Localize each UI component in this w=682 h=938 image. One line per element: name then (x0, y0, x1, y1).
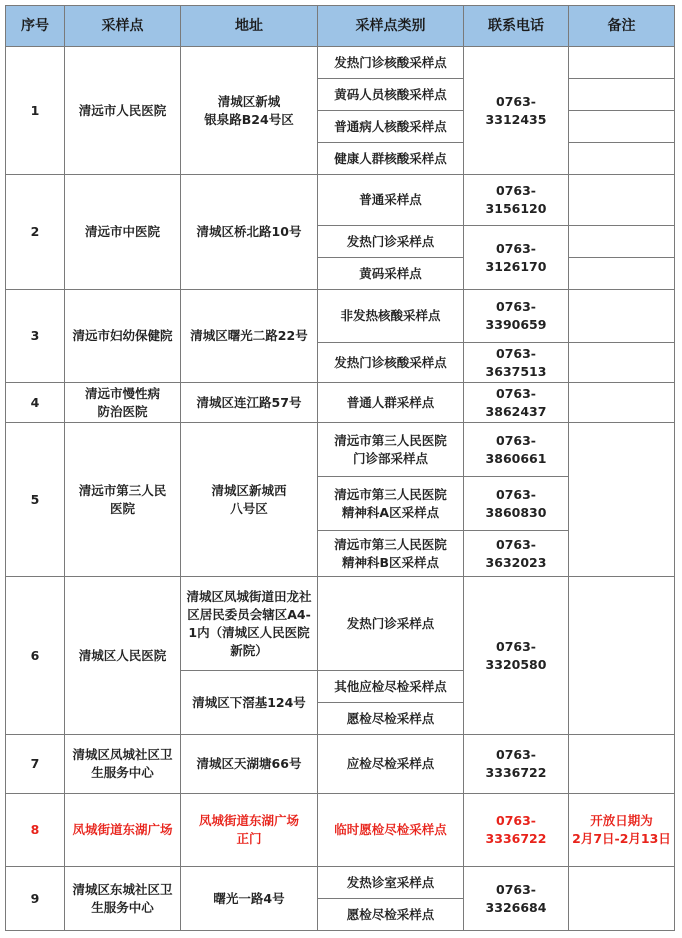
site-category: 非发热核酸采样点 (318, 290, 464, 343)
site-address: 曙光一路4号 (181, 867, 318, 931)
site-no: 9 (6, 867, 65, 931)
site-no: 6 (6, 577, 65, 735)
site-category: 清远市第三人民医院 精神科B区采样点 (318, 531, 464, 577)
sampling-sites-sheet (5, 5, 675, 931)
site-remark (569, 383, 675, 423)
header-category: 采样点类别 (318, 6, 464, 47)
site-category: 发热诊室采样点 (318, 867, 464, 899)
sampling-sites-table (5, 5, 675, 931)
header-remark: 备注 (569, 6, 675, 47)
site-phone: 0763-3390659 (464, 290, 569, 343)
site-phone: 0763-3637513 (464, 343, 569, 383)
site-phone: 0763-3336722 (464, 735, 569, 794)
site-category: 发热门诊采样点 (318, 226, 464, 258)
site-phone: 0763-3336722 (464, 794, 569, 867)
site-remark (569, 343, 675, 383)
site-name: 清城区凤城社区卫 生服务中心 (65, 735, 181, 794)
site-category: 其他应检尽检采样点 (318, 671, 464, 703)
site-name: 清远市慢性病 防治医院 (65, 383, 181, 423)
site-name: 清远市妇幼保健院 (65, 290, 181, 383)
site-phone: 0763-3860661 (464, 423, 569, 477)
site-phone: 0763-3156120 (464, 175, 569, 226)
site-name: 清远市第三人民 医院 (65, 423, 181, 577)
table-row (6, 383, 675, 423)
header-no: 序号 (6, 6, 65, 47)
site-remark (569, 79, 675, 111)
site-category: 愿检尽检采样点 (318, 899, 464, 931)
table-row (6, 577, 675, 671)
site-category: 临时愿检尽检采样点 (318, 794, 464, 867)
site-no: 5 (6, 423, 65, 577)
site-remark (569, 111, 675, 143)
site-address: 清城区连江路57号 (181, 383, 318, 423)
site-address: 清城区下滘基124号 (181, 671, 318, 735)
site-remark (569, 226, 675, 258)
table-row (6, 867, 675, 899)
site-no: 2 (6, 175, 65, 290)
site-category: 发热门诊采样点 (318, 577, 464, 671)
site-category: 清远市第三人民医院 门诊部采样点 (318, 423, 464, 477)
site-remark (569, 143, 675, 175)
table-row (6, 175, 675, 226)
site-remark (569, 735, 675, 794)
site-address: 清城区天湖塘66号 (181, 735, 318, 794)
site-remark: 开放日期为 2月7日-2月13日 (569, 794, 675, 867)
site-category: 黄码人员核酸采样点 (318, 79, 464, 111)
site-address: 清城区新城西 八号区 (181, 423, 318, 577)
site-remark (569, 290, 675, 343)
site-phone: 0763-3632023 (464, 531, 569, 577)
site-phone: 0763-3326684 (464, 867, 569, 931)
site-phone: 0763-3862437 (464, 383, 569, 423)
site-name: 清城区人民医院 (65, 577, 181, 735)
table-row (6, 290, 675, 343)
site-category: 健康人群核酸采样点 (318, 143, 464, 175)
site-no: 3 (6, 290, 65, 383)
site-no: 8 (6, 794, 65, 867)
table-row-highlighted (6, 794, 675, 867)
site-address: 清城区曙光二路22号 (181, 290, 318, 383)
site-category: 发热门诊核酸采样点 (318, 47, 464, 79)
site-name: 凤城街道东湖广场 (65, 794, 181, 867)
site-no: 1 (6, 47, 65, 175)
site-name: 清远市中医院 (65, 175, 181, 290)
site-remark (569, 175, 675, 226)
site-remark (569, 577, 675, 735)
site-category: 愿检尽检采样点 (318, 703, 464, 735)
site-no: 7 (6, 735, 65, 794)
site-name: 清城区东城社区卫 生服务中心 (65, 867, 181, 931)
header-site: 采样点 (65, 6, 181, 47)
site-address: 清城区新城 银泉路B24号区 (181, 47, 318, 175)
site-address: 清城区凤城街道田龙社 区居民委员会辖区A4- 1内（清城区人民医院 新院） (181, 577, 318, 671)
site-address: 凤城街道东湖广场 正门 (181, 794, 318, 867)
table-row (6, 423, 675, 477)
site-category: 应检尽检采样点 (318, 735, 464, 794)
site-no: 4 (6, 383, 65, 423)
header-address: 地址 (181, 6, 318, 47)
site-category: 黄码采样点 (318, 258, 464, 290)
table-row (6, 47, 675, 79)
site-category: 普通病人核酸采样点 (318, 111, 464, 143)
site-name: 清远市人民医院 (65, 47, 181, 175)
header-phone: 联系电话 (464, 6, 569, 47)
site-phone: 0763-3126170 (464, 226, 569, 290)
site-category: 发热门诊核酸采样点 (318, 343, 464, 383)
site-category: 普通人群采样点 (318, 383, 464, 423)
header-row (6, 6, 675, 47)
site-address: 清城区桥北路10号 (181, 175, 318, 290)
site-remark (569, 47, 675, 79)
site-remark (569, 258, 675, 290)
site-remark (569, 867, 675, 931)
site-category: 清远市第三人民医院 精神科A区采样点 (318, 477, 464, 531)
site-remark (569, 423, 675, 577)
site-phone: 0763-3312435 (464, 47, 569, 175)
table-row (6, 735, 675, 794)
site-category: 普通采样点 (318, 175, 464, 226)
site-phone: 0763-3320580 (464, 577, 569, 735)
site-phone: 0763-3860830 (464, 477, 569, 531)
